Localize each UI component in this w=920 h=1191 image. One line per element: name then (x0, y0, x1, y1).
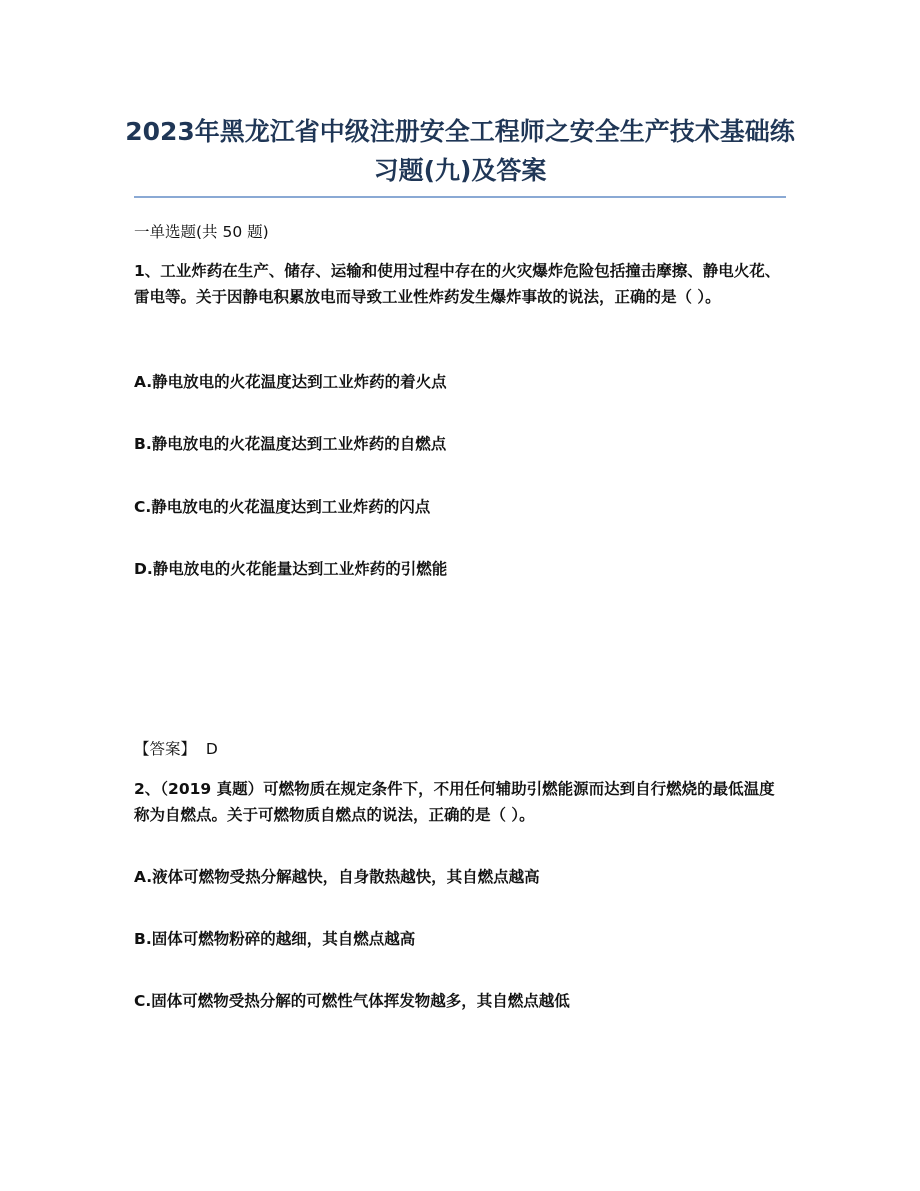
question-1-option-c: C.静电放电的火花温度达到工业炸药的闪点 (134, 498, 431, 516)
question-1-option-b: B.静电放电的火花温度达到工业炸药的自燃点 (134, 435, 447, 453)
section-heading: 一单选题(共 50 题) (134, 223, 269, 241)
question-2-option-c: C.固体可燃物受热分解的可燃性气体挥发物越多，其自燃点越低 (134, 992, 570, 1010)
question-1-stem: 1、工业炸药在生产、储存、运输和使用过程中存在的火灾爆炸危险包括撞击摩擦、静电火花、雷电等。关于因静电积累放电而导致工业性炸药发生爆炸事故的说法，正确的是（ ）。 (134, 262, 781, 306)
document-title: 2023年黑龙江省中级注册安全工程师之安全生产技术基础练习题(九)及答案 (125, 117, 795, 185)
question-2-option-b: B.固体可燃物粉碎的越细，其自燃点越高 (134, 930, 416, 948)
question-1-option-d: D.静电放电的火花能量达到工业炸药的引燃能 (134, 560, 448, 578)
question-1-option-a: A.静电放电的火花温度达到工业炸药的着火点 (134, 373, 447, 391)
question-2-stem: 2、（2019 真题）可燃物质在规定条件下，不用任何辅助引燃能源而达到自行燃烧的最低温度称为自燃点。关于可燃物质自燃点的说法，正确的是（ ）。 (134, 780, 775, 824)
question-2-option-a: A.液体可燃物受热分解越快，自身散热越快，其自燃点越高 (134, 868, 540, 886)
question-1-answer: 【答案】 D (134, 740, 218, 758)
title-divider (134, 196, 786, 198)
